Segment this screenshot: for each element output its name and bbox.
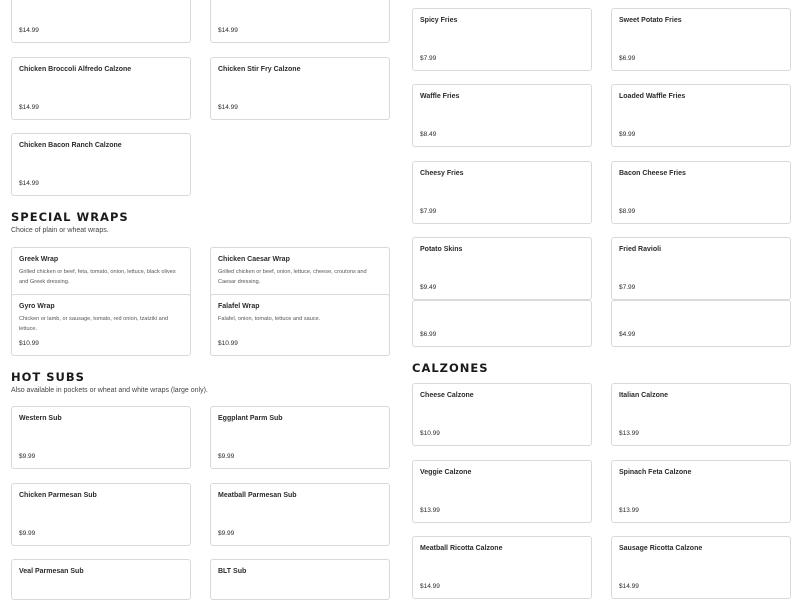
menu-item-card[interactable] bbox=[412, 300, 592, 347]
menu-item-card[interactable] bbox=[412, 460, 592, 523]
menu-item-price: $7.99 bbox=[420, 208, 437, 215]
menu-item-description: Grilled chicken or beef, feta, tomato, onion, lettuce, black olives and Greek dressing. bbox=[19, 269, 176, 285]
menu-item-price: $14.99 bbox=[218, 104, 238, 111]
menu-item-name: Chicken Bacon Ranch Calzone bbox=[19, 142, 122, 149]
menu-item-card[interactable] bbox=[611, 383, 791, 446]
menu-item-card[interactable] bbox=[11, 559, 191, 600]
menu-item-name: Potato Skins bbox=[420, 246, 463, 253]
menu-item-price: $9.99 bbox=[218, 530, 235, 537]
menu-item-price: $13.99 bbox=[619, 507, 639, 514]
menu-item-price: $14.99 bbox=[19, 27, 39, 34]
section-subtitle-hot-subs: Also available in pockets or wheat and white wraps (large only). bbox=[11, 387, 208, 394]
menu-item-name: Falafel Wrap bbox=[218, 303, 260, 310]
menu-item-price: $9.99 bbox=[619, 131, 636, 138]
section-title-special-wraps: SPECIAL WRAPS bbox=[11, 210, 129, 224]
menu-item-name: Sausage Ricotta Calzone bbox=[619, 545, 703, 552]
menu-item-name: Western Sub bbox=[19, 415, 62, 422]
menu-item-name: Spinach Feta Calzone bbox=[619, 469, 692, 476]
menu-item-card[interactable] bbox=[210, 294, 390, 356]
menu-item-card[interactable] bbox=[210, 57, 390, 120]
menu-item-price: $10.99 bbox=[19, 340, 39, 347]
section-subtitle-special-wraps: Choice of plain or wheat wraps. bbox=[11, 227, 109, 234]
menu-item-card[interactable] bbox=[611, 84, 791, 147]
menu-item-price: $14.99 bbox=[218, 27, 238, 34]
menu-item-card[interactable] bbox=[11, 0, 191, 43]
menu-item-name: Spicy Fries bbox=[420, 17, 458, 24]
menu-item-price: $10.99 bbox=[218, 340, 238, 347]
menu-item-name: Chicken Caesar Wrap bbox=[218, 256, 290, 263]
menu-item-card[interactable] bbox=[412, 383, 592, 446]
menu-item-name: Bacon Cheese Fries bbox=[619, 170, 686, 177]
menu-item-card[interactable] bbox=[11, 294, 191, 356]
menu-item-price: $9.99 bbox=[19, 530, 36, 537]
menu-item-price: $13.99 bbox=[420, 507, 440, 514]
menu-item-name: Chicken Broccoli Alfredo Calzone bbox=[19, 66, 132, 73]
menu-item-name: Sweet Potato Fries bbox=[619, 17, 682, 24]
menu-item-name: Chicken Stir Fry Calzone bbox=[218, 66, 301, 73]
menu-item-price: $6.99 bbox=[619, 55, 636, 62]
menu-item-card[interactable] bbox=[412, 84, 592, 147]
menu-item-card[interactable] bbox=[11, 57, 191, 120]
menu-item-name: Greek Wrap bbox=[19, 256, 59, 263]
menu-item-card[interactable] bbox=[210, 559, 390, 600]
menu-item-name: Veal Parmesan Sub bbox=[19, 568, 84, 575]
menu-item-name: Cheese Calzone bbox=[420, 392, 474, 399]
menu-item-price: $4.99 bbox=[619, 331, 636, 338]
menu-item-description: Grilled chicken or beef, onion, lettuce, cheese, croutons and Caesar dressing. bbox=[218, 269, 367, 285]
menu-item-price: $14.99 bbox=[619, 583, 639, 590]
menu-item-price: $9.99 bbox=[19, 453, 36, 460]
menu-item-card[interactable] bbox=[611, 536, 791, 599]
menu-item-price: $10.99 bbox=[420, 430, 440, 437]
section-title-hot-subs: HOT SUBS bbox=[11, 370, 85, 384]
menu-item-card[interactable] bbox=[210, 483, 390, 546]
menu-item-card[interactable] bbox=[412, 161, 592, 224]
menu-item-card[interactable] bbox=[210, 0, 390, 43]
menu-item-price: $8.49 bbox=[420, 131, 437, 138]
menu-item-price: $7.99 bbox=[619, 284, 636, 291]
menu-item-card[interactable] bbox=[611, 300, 791, 347]
menu-item-card[interactable] bbox=[412, 536, 592, 599]
menu-item-name: Waffle Fries bbox=[420, 93, 460, 100]
menu-item-card[interactable] bbox=[611, 237, 791, 300]
menu-item-card[interactable] bbox=[11, 406, 191, 469]
menu-item-price: $9.49 bbox=[420, 284, 437, 291]
menu-item-card[interactable] bbox=[11, 483, 191, 546]
menu-item-price: $8.99 bbox=[619, 208, 636, 215]
menu-item-card[interactable] bbox=[412, 237, 592, 300]
menu-item-description: Chicken or lamb, or sausage, tomato, red onion, tzatziki and lettuce. bbox=[19, 316, 168, 332]
menu-item-card[interactable] bbox=[611, 460, 791, 523]
menu-item-price: $14.99 bbox=[19, 180, 39, 187]
menu-item-name: Fried Ravioli bbox=[619, 246, 662, 253]
menu-item-name: Italian Calzone bbox=[619, 392, 669, 399]
menu-item-name: BLT Sub bbox=[218, 568, 247, 575]
menu-item-name: Eggplant Parm Sub bbox=[218, 415, 283, 422]
menu-item-price: $13.99 bbox=[619, 430, 639, 437]
menu-item-name: Loaded Waffle Fries bbox=[619, 93, 686, 100]
menu-item-price: $6.99 bbox=[420, 331, 437, 338]
menu-item-price: $14.99 bbox=[19, 104, 39, 111]
menu-item-price: $9.99 bbox=[218, 453, 235, 460]
menu-item-card[interactable] bbox=[210, 406, 390, 469]
menu-item-name: Meatball Ricotta Calzone bbox=[420, 545, 503, 552]
menu-item-price: $7.99 bbox=[420, 55, 437, 62]
menu-item-name: Gyro Wrap bbox=[19, 303, 55, 310]
menu-item-name: Cheesy Fries bbox=[420, 170, 464, 177]
menu-item-card[interactable] bbox=[611, 161, 791, 224]
menu-item-price: $14.99 bbox=[420, 583, 440, 590]
menu-item-name: Veggie Calzone bbox=[420, 469, 472, 476]
menu-item-card[interactable] bbox=[11, 133, 191, 196]
menu-item-description: Falafel, onion, tomato, lettuce and sauce. bbox=[218, 316, 321, 322]
menu-item-name: Chicken Parmesan Sub bbox=[19, 492, 97, 499]
section-title-calzones: CALZONES bbox=[412, 361, 489, 375]
menu-item-card[interactable] bbox=[412, 8, 592, 71]
menu-item-name: Meatball Parmesan Sub bbox=[218, 492, 297, 499]
menu-item-card[interactable] bbox=[611, 8, 791, 71]
